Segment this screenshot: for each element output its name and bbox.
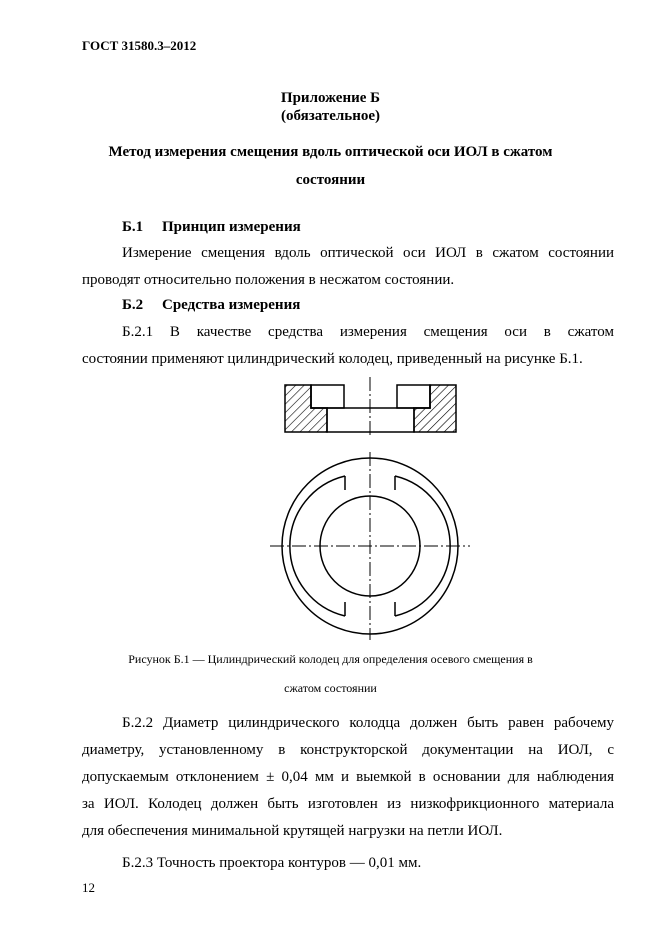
figure-caption (0, 645, 661, 703)
figure-section-view (0, 375, 661, 435)
text-line: Б.2.1 В качестве средства измерения смещения оси в сжатом (122, 324, 614, 340)
text-line: Б.2.2 Диаметр цилиндрического колодца должен быть равен рабочему (122, 715, 614, 731)
text-line: для обеспечения минимальной крутящей нагрузки на петли ИОЛ. (82, 823, 503, 839)
document-header: ГОСТ 31580.3–2012 (82, 38, 197, 53)
text-line: Измерение смещения вдоль оптической оси ИОЛ в сжатом состоянии (122, 245, 614, 261)
paragraph-b2-2 (82, 710, 614, 845)
text-line: Б.2.3 Точность проектора контуров — 0,01 мм. (122, 855, 422, 871)
section-b2-heading (122, 297, 300, 314)
section-b2-number: Б.2 (122, 297, 144, 313)
text-line: состоянии применяют цилиндрический колодец, приведенный на рисунке Б.1. (82, 351, 583, 367)
text-line: за ИОЛ. Колодец должен быть изготовлен из низкофрикционного материала (82, 796, 614, 812)
section-b1-heading (122, 219, 301, 236)
paragraph-b2-1 (82, 319, 614, 373)
figure-caption-line1: Рисунок Б.1 — Цилиндрический колодец для определения осевого смещения в (128, 652, 533, 666)
appendix-title: Приложение Б (280, 90, 381, 106)
figure-caption-line2: сжатом состоянии (284, 681, 377, 695)
appendix-status: (обязательное) (280, 108, 381, 124)
appendix-heading-line2: состоянии (295, 172, 366, 188)
figure-plan-view (0, 452, 661, 642)
text-line: проводят относительно положения в несжатом состоянии. (82, 272, 455, 288)
section-b1-title: Принцип измерения (162, 219, 301, 235)
appendix-heading-line1: Метод измерения смещения вдоль оптической оси ИОЛ в сжатом (108, 144, 553, 160)
section-b1-number: Б.1 (122, 219, 144, 235)
paragraph-b2-3 (82, 850, 614, 877)
section-b1-text (82, 240, 614, 294)
section-b2-title: Средства измерения (162, 297, 301, 313)
text-line: допускаемым отклонением ± 0,04 мм и выемкой в основании для наблюдения (82, 769, 614, 785)
page-number: 12 (82, 880, 95, 895)
text-line: диаметру, установленному в конструкторской документации на ИОЛ, с (82, 742, 614, 758)
